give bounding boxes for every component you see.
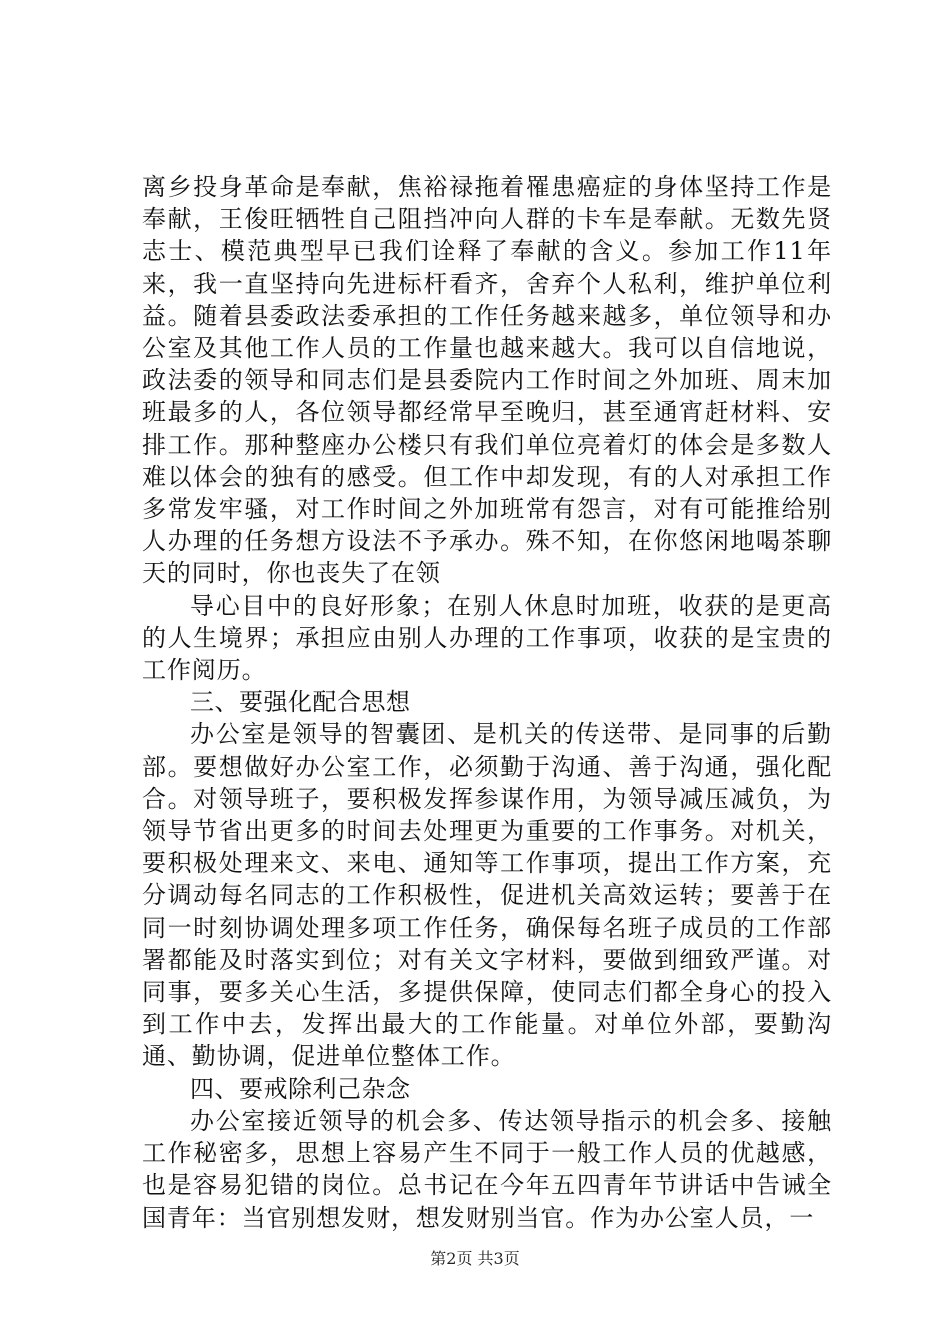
section-heading-3: 三、要强化配合思想 — [190, 688, 411, 717]
paragraph-self-interest: 办公室接近领导的机会多、传达领导指示的机会多、接触工作秘密多，思想上容易产生不同于一般工作人员的优越感，也是容易犯错的岗位。总书记在今年五四青年节讲话中告诫全国青年：当官别想发财，想发财别当官。作为办公室人员，一 — [142, 1106, 832, 1232]
page-footer: 第2页 共3页 — [430, 1249, 520, 1268]
document-body — [142, 171, 832, 1234]
paragraph-continued: 离乡投身革命是奉献，焦裕禄拖着罹患癌症的身体坚持工作是奉献，王俊旺牺牲自己阻挡冲向人群的卡车是奉献。无数先贤志士、模范典型早已我们诠释了奉献的含义。参加工作11年来，我一直坚持向先进标杆看齐，舍弃个人私利，维护单位利益。随着县委政法委承担的工作任务越来越多，单位领导和办公室及其他工作人员的工作量也越来越大。我可以自信地说，政法委的领导和同志们是县委院内工作时间之外加班、周末加班最多的人，各位领导都经常早至晚归，甚至通宵赶材料、安排工作。那种整座办公楼只有我们单位亮着灯的体会是多数人难以体会的独有的感受。但工作中却发现，有的人对承担工作多常发牢骚，对工作时间之外加班常有怨言，对有可能推给别人办理的任务想方设法不予承办。殊不知，在你悠闲地喝茶聊天的同时，你也丧失了在领 — [142, 173, 832, 588]
paragraph-cooperation: 办公室是领导的智囊团、是机关的传送带、是同事的后勤部。要想做好办公室工作，必须勤于沟通、善于沟通，强化配合。对领导班子，要积极发挥参谋作用，为领导减压减负，为领导节省出更多的时间去处理更为重要的工作事务。对机关，要积极处理来文、来电、通知等工作事项，提出工作方案，充分调动每名同志的工作积极性，促进机关高效运转；要善于在同一时刻协调处理多项工作任务，确保每名班子成员的工作部署都能及时落实到位；对有关文字材料，要做到细致严谨。对同事，要多关心生活，多提供保障，使同志们都全身心的投入到工作中去，发挥出最大的工作能量。对单位外部，要勤沟通、勤协调，促进单位整体工作。 — [142, 720, 832, 1071]
section-heading-4: 四、要戒除利己杂念 — [190, 1074, 411, 1103]
paragraph-continued-2: 导心目中的良好形象；在别人休息时加班，收获的是更高的人生境界；承担应由别人办理的工作事项，收获的是宝贵的工作阅历。 — [142, 591, 832, 685]
